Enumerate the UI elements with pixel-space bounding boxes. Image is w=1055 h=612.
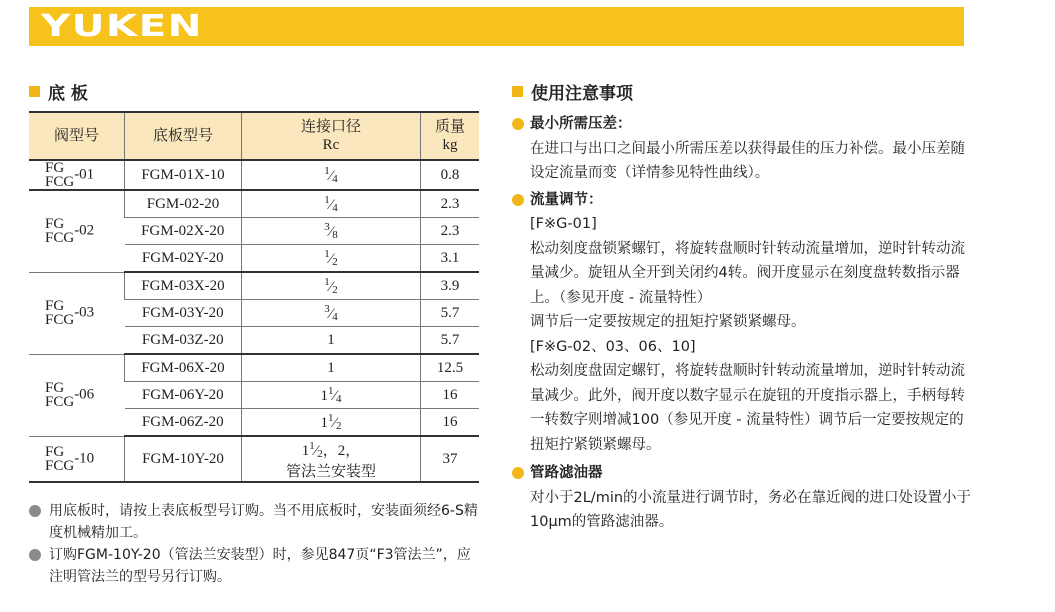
fraction-slash-icon: ⁄ xyxy=(329,251,333,267)
valve-model-stack xyxy=(45,381,74,409)
size-line2: 管法兰安装型 xyxy=(285,464,376,480)
size-denominator: 2 xyxy=(332,284,338,296)
header-mass-label: 质量 xyxy=(434,119,465,135)
section-paragraph: [F※G-02、03、06、10] xyxy=(530,338,696,355)
size-numerator: 3 xyxy=(324,303,330,315)
valve-model-cell xyxy=(29,436,125,482)
subplate-notes xyxy=(29,500,479,588)
valve-model-top: FG xyxy=(45,380,65,396)
valve-model-suffix: -06 xyxy=(74,386,95,403)
size-denominator: 4 xyxy=(332,311,338,323)
orange-bullet-icon xyxy=(512,467,524,479)
mass-cell: 5.7 xyxy=(421,300,480,327)
size-numerator: 1 xyxy=(327,412,334,424)
yuken-logo: YUKEN xyxy=(41,9,203,44)
fraction-slash-icon: ⁄ xyxy=(333,388,336,404)
valve-model-bottom: FCG xyxy=(45,312,75,328)
header-port-size xyxy=(242,112,421,160)
subplate-model-cell: FGM-06Z-20 xyxy=(125,409,242,437)
size-numerator: 1 xyxy=(324,248,330,260)
size-denominator: 4 xyxy=(336,393,342,405)
valve-model-stack xyxy=(45,299,74,327)
size-denominator: 2 xyxy=(336,420,342,432)
note-item xyxy=(29,500,479,544)
section-paragraph: 调节后一定要按规定的扭矩拧紧锁紧螺母。 xyxy=(530,314,806,330)
note-text: 用底板时，请按上表底板型号订购。当不用底板时，安装面须经6-S精度机械精加工。 xyxy=(49,503,478,541)
mass-cell: 3.9 xyxy=(421,272,480,300)
size-whole: 1 xyxy=(320,415,328,431)
size-denominator: 4 xyxy=(332,202,338,214)
section-heading-text: 管路滤油器 xyxy=(530,465,603,481)
mass-cell: 2.3 xyxy=(421,190,480,218)
table-row xyxy=(29,436,479,482)
size-numerator: 1 xyxy=(324,194,330,206)
mass-cell: 16 xyxy=(421,409,480,437)
port-size-cell xyxy=(242,382,421,409)
header-valve-model: 阀型号 xyxy=(29,112,125,160)
header-mass xyxy=(421,112,480,160)
port-size-cell xyxy=(242,436,421,482)
section-paragraph: [F※G-01] xyxy=(530,216,597,232)
port-size-cell xyxy=(242,245,421,273)
mass-cell: 5.7 xyxy=(421,327,480,355)
subplate-model-cell: FGM-03X-20 xyxy=(125,272,242,300)
gray-bullet-icon xyxy=(29,505,41,517)
header-port-size-unit: Rc xyxy=(322,137,340,153)
square-bullet-icon xyxy=(29,86,40,97)
size-extra: ，2， xyxy=(322,443,361,459)
table-row xyxy=(29,160,479,190)
valve-model-cell xyxy=(29,160,125,190)
fraction-slash-icon: ⁄ xyxy=(333,415,336,431)
fraction-slash-icon: ⁄ xyxy=(314,443,318,459)
size-denominator: 2 xyxy=(332,256,338,268)
size-whole: 1 xyxy=(320,388,328,404)
subplate-model-cell: FGM-01X-10 xyxy=(125,160,242,190)
port-size-cell xyxy=(242,327,421,355)
port-size-cell xyxy=(242,272,421,300)
table-row xyxy=(29,190,479,218)
precautions-body xyxy=(512,112,972,535)
mass-cell: 12.5 xyxy=(421,354,480,382)
port-size-cell xyxy=(242,218,421,245)
valve-model-cell xyxy=(29,272,125,354)
valve-model-bottom: FCG xyxy=(45,457,75,474)
port-size-cell xyxy=(242,300,421,327)
table-header-row xyxy=(29,112,479,160)
valve-model-top: FG xyxy=(45,443,65,460)
square-bullet-icon xyxy=(512,86,523,97)
mass-cell: 2.3 xyxy=(421,218,480,245)
section-heading xyxy=(512,188,972,213)
size-whole: 1 xyxy=(327,331,335,348)
fraction-slash-icon: ⁄ xyxy=(329,168,333,184)
subplate-model-cell: FGM-10Y-20 xyxy=(125,436,242,482)
table-row xyxy=(29,354,479,382)
subplate-model-cell: FGM-06Y-20 xyxy=(125,382,242,409)
subplate-model-cell: FGM-03Z-20 xyxy=(125,327,242,355)
valve-model-bottom: FCG xyxy=(45,174,75,190)
subplate-model-cell: FGM-03Y-20 xyxy=(125,300,242,327)
valve-model-top: FG xyxy=(45,216,65,233)
size-numerator: 1 xyxy=(324,165,330,177)
size-denominator: 4 xyxy=(332,173,338,185)
size-numerator: 1 xyxy=(309,440,315,452)
valve-model-bottom: FCG xyxy=(45,394,75,410)
note-text: 订购FGM-10Y-20（管法兰安装型）时，参见847页“F3管法兰”，应注明管法兰的型号另行订购。 xyxy=(49,547,471,585)
header-port-size-label: 连接口径 xyxy=(300,119,361,135)
mass-cell: 0.8 xyxy=(421,160,480,190)
size-whole: 1 xyxy=(327,359,335,376)
section-heading xyxy=(512,461,972,486)
precautions-section-title xyxy=(512,79,633,104)
header-subplate-model: 底板型号 xyxy=(125,112,242,160)
mass-cell: 16 xyxy=(421,382,480,409)
section-heading xyxy=(512,112,972,137)
valve-model-stack xyxy=(45,217,74,245)
size-denominator: 8 xyxy=(332,229,338,241)
size-denominator: 2 xyxy=(317,448,323,460)
orange-bullet-icon xyxy=(512,118,524,130)
subplate-model-cell: FGM-06X-20 xyxy=(125,354,242,382)
section-heading-text: 流量调节： xyxy=(530,191,603,208)
section-paragraph: 对小于2L/min的小流量进行调节时，务必在靠近阀的进口处设置小于10μm的管路滤油器。 xyxy=(530,489,972,530)
valve-model-top: FG xyxy=(45,298,65,314)
subplate-table xyxy=(29,111,479,483)
mass-cell: 37 xyxy=(421,436,480,482)
valve-model-cell xyxy=(29,190,125,272)
size-numerator: 1 xyxy=(327,385,334,397)
port-size-cell xyxy=(242,190,421,218)
port-size-cell xyxy=(242,354,421,382)
valve-model-suffix: -10 xyxy=(74,450,95,467)
orange-bullet-icon xyxy=(512,194,524,206)
fraction-slash-icon: ⁄ xyxy=(329,197,333,213)
note-item xyxy=(29,544,479,588)
port-size-cell xyxy=(242,409,421,437)
subplate-model-cell: FGM-02X-20 xyxy=(125,218,242,245)
valve-model-suffix: -03 xyxy=(74,304,95,321)
header-mass-unit: kg xyxy=(442,137,458,153)
valve-model-stack xyxy=(45,445,74,473)
valve-model-cell xyxy=(29,354,125,436)
valve-model-suffix: -02 xyxy=(74,222,95,239)
fraction-slash-icon: ⁄ xyxy=(329,224,333,240)
brand-banner xyxy=(29,7,964,46)
fraction-slash-icon: ⁄ xyxy=(329,306,333,322)
subplate-model-cell: FGM-02Y-20 xyxy=(125,245,242,273)
section-paragraph: 在进口与出口之间最小所需压差以获得最佳的压力补偿。最小压差随设定流量而变（详情参见特性曲线）。 xyxy=(530,140,965,181)
valve-model-bottom: FCG xyxy=(45,230,75,247)
size-numerator: 3 xyxy=(324,221,330,233)
gray-bullet-icon xyxy=(29,549,41,561)
valve-model-stack xyxy=(45,161,74,189)
section-heading-text: 最小所需压差： xyxy=(530,116,632,132)
valve-model-suffix: -01 xyxy=(74,166,95,183)
valve-model-top: FG xyxy=(45,160,65,176)
subplate-title-text: 底 板 xyxy=(48,84,88,104)
size-whole: 1 xyxy=(301,443,310,459)
mass-cell: 3.1 xyxy=(421,245,480,273)
subplate-model-cell: FGM-02-20 xyxy=(125,190,242,218)
port-size-cell xyxy=(242,160,421,190)
section-paragraph: 松动刻度盘锁紧螺钉，将旋转盘顺时针转动流量增加，逆时针转动流量减少。旋钮从全开到关闭约4转。阀开度显示在刻度盘转数指示器上。（参见开度 - 流量特性） xyxy=(530,240,965,306)
precautions-title-text: 使用注意事项 xyxy=(531,84,633,104)
subplate-section-title xyxy=(29,79,88,104)
size-numerator: 1 xyxy=(324,276,330,288)
fraction-slash-icon: ⁄ xyxy=(329,279,333,295)
section-paragraph: 松动刻度盘固定螺钉，将旋转盘顺时针转动流量增加，逆时针转动流量减少。此外，阀开度以数字显示在旋钮的开度指示器上，手柄每转一转数字则增减100（参见开度 - 流量特性）调节后一定要按规定的扭矩拧紧锁紧螺母。 xyxy=(530,363,965,453)
table-row xyxy=(29,272,479,300)
